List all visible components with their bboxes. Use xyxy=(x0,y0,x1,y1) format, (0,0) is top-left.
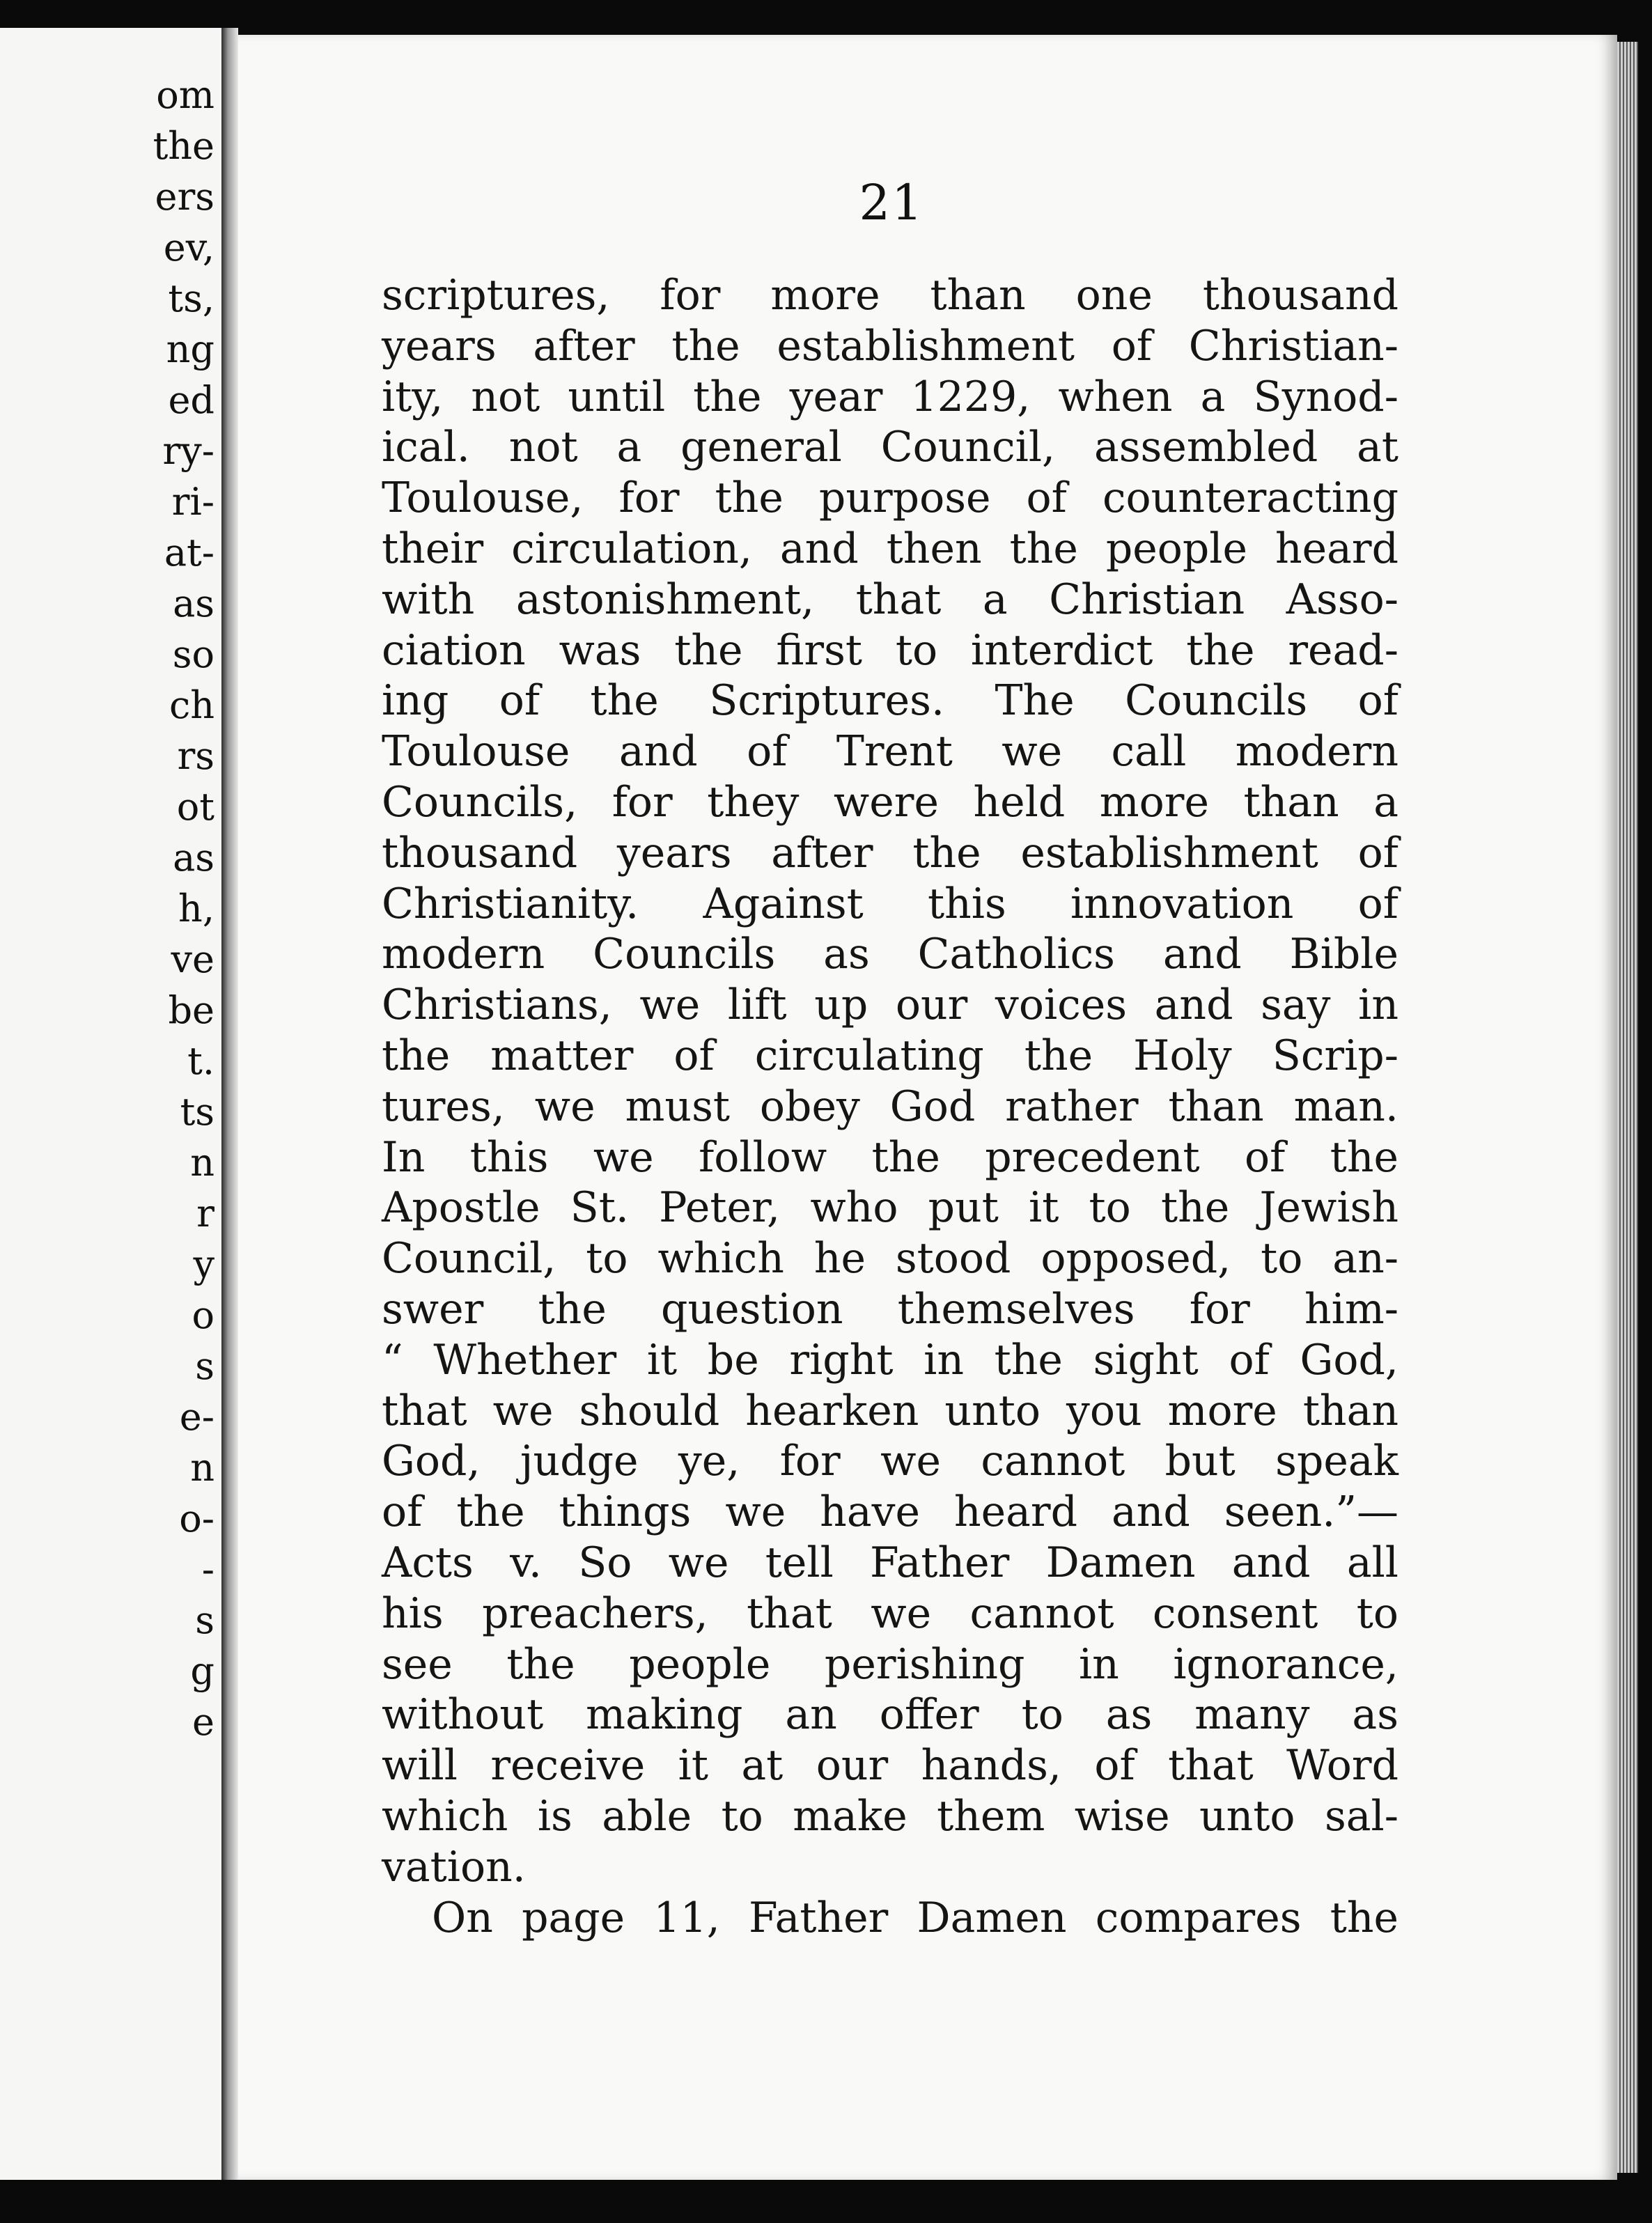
book-gutter xyxy=(221,28,238,2180)
text-line: scriptures, for more than one thousand xyxy=(382,271,1398,320)
text-line: that we should hearken unto you more than xyxy=(382,1386,1398,1435)
text-line: Council, to which he stood opposed, to an- xyxy=(382,1234,1398,1284)
text-line: ity, not until the year 1229, when a Synod- xyxy=(382,372,1398,421)
fragment-line: as xyxy=(173,836,215,880)
text-line: In this we follow the precedent of the xyxy=(382,1132,1398,1182)
text-line: modern Councils as Catholics and Bible xyxy=(382,930,1398,979)
fragment-line: ri- xyxy=(171,480,215,524)
text-line: thousand years after the establishment of xyxy=(382,828,1398,878)
text-line: with astonishment, that a Christian Asso- xyxy=(382,575,1398,624)
text-line: the matter of circulating the Holy Scrip- xyxy=(382,1031,1398,1080)
text-line: which is able to make them wise unto sal- xyxy=(382,1791,1398,1841)
text-line: swer the question themselves for him- xyxy=(382,1284,1398,1334)
fragment-line: e- xyxy=(179,1395,215,1439)
fragment-line: e xyxy=(192,1700,215,1744)
fragment-line: g xyxy=(190,1649,215,1693)
text-line: vation. xyxy=(382,1842,526,1892)
fragment-line: ts xyxy=(180,1090,215,1134)
text-line: ical. not a general Council, assembled at xyxy=(382,423,1398,472)
text-line-paragraph-start: On page 11, Father Damen compares the xyxy=(432,1893,1398,1942)
text-line: their circulation, and then the people heard xyxy=(382,524,1398,573)
fragment-line: s xyxy=(195,1598,215,1642)
text-line: Christians, we lift up our voices and say in xyxy=(382,981,1398,1030)
fragment-line: ve xyxy=(171,937,215,981)
text-line: Apostle St. Peter, who put it to the Jewish xyxy=(382,1183,1398,1233)
fragment-line: ed xyxy=(168,378,215,422)
text-line: years after the establishment of Christian- xyxy=(382,321,1398,370)
fragment-line: the xyxy=(153,124,215,168)
fragment-line: o- xyxy=(179,1497,215,1540)
fragment-line: at- xyxy=(164,531,215,575)
text-line: Christianity. Against this innovation of xyxy=(382,879,1398,928)
fragment-line: n xyxy=(190,1141,215,1185)
fragment-line: so xyxy=(172,632,215,676)
text-line: “ Whether it be right in the sight of God, xyxy=(382,1335,1398,1384)
fragment-line: ot xyxy=(176,785,215,829)
text-line: will receive it at our hands, of that Word xyxy=(382,1741,1398,1791)
fragment-line: r xyxy=(196,1192,215,1235)
fragment-line: ng xyxy=(166,327,215,371)
fragment-line: ts, xyxy=(168,276,215,320)
text-line: God, judge ye, for we cannot but speak xyxy=(382,1437,1398,1486)
text-line: Councils, for they were held more than a xyxy=(382,777,1398,827)
page-number: 21 xyxy=(859,174,924,231)
fragment-line: ev, xyxy=(163,226,215,270)
fragment-line: be xyxy=(168,988,215,1032)
text-line: of the things we have heard and seen.”— xyxy=(382,1488,1398,1537)
fragment-line: rs xyxy=(177,734,215,778)
fragment-line: n xyxy=(190,1446,215,1490)
text-line: ciation was the first to interdict the read- xyxy=(382,625,1398,675)
text-line: his preachers, that we cannot consent to xyxy=(382,1589,1398,1638)
fragment-line: h, xyxy=(178,887,215,930)
text-line: tures, we must obey God rather than man. xyxy=(382,1082,1398,1131)
text-line: Acts v. So we tell Father Damen and all xyxy=(382,1538,1398,1587)
text-line: ing of the Scriptures. The Councils of xyxy=(382,676,1398,726)
text-line: Toulouse, for the purpose of counteracting xyxy=(382,474,1398,523)
fragment-line: t. xyxy=(187,1039,215,1083)
text-line: without making an offer to as many as xyxy=(382,1690,1398,1740)
fragment-line: om xyxy=(156,73,215,117)
fragment-line: o xyxy=(192,1293,215,1337)
fragment-line: ry- xyxy=(162,429,215,473)
fragment-line: ers xyxy=(155,175,215,219)
fragment-line: as xyxy=(173,582,215,625)
text-line: Toulouse and of Trent we call modern xyxy=(382,727,1398,777)
body-text xyxy=(382,270,1398,1943)
facing-page xyxy=(0,28,226,2180)
text-line: see the people perishing in ignorance, xyxy=(382,1639,1398,1689)
fragment-line: - xyxy=(201,1547,215,1591)
page-edges xyxy=(1617,42,1638,2173)
fragment-line: y xyxy=(193,1242,215,1286)
fragment-line: s xyxy=(195,1344,215,1388)
fragment-line: ch xyxy=(169,683,215,727)
facing-page-text-fragments xyxy=(110,70,215,1747)
